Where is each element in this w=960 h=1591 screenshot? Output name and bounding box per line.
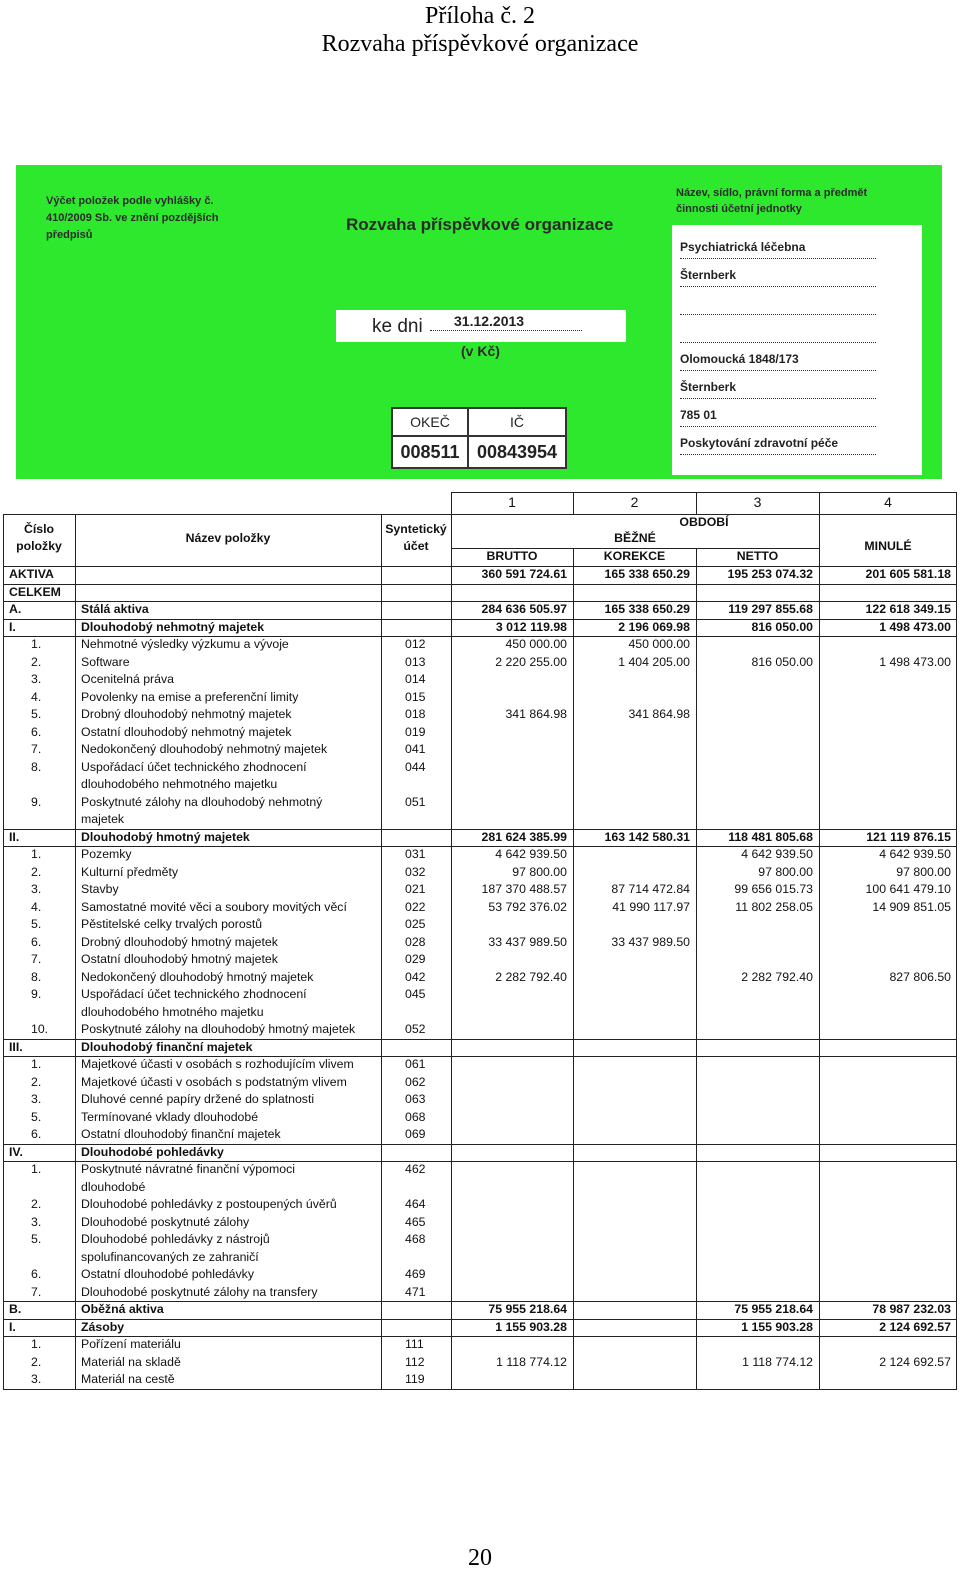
- row-account: 014: [405, 672, 426, 686]
- row-value-minule: 4 642 939.50: [879, 847, 951, 861]
- row-account: 018: [405, 707, 426, 721]
- row-number: 2.: [31, 864, 42, 879]
- okec-label: OKEČ: [393, 409, 469, 437]
- row-number: 5.: [31, 1232, 42, 1246]
- row-number: 10.: [31, 1022, 49, 1036]
- row-name: spolufinancovaných ze zahraničí: [81, 1249, 259, 1264]
- row-number: 1.: [31, 637, 42, 651]
- row-separator: [3, 1144, 957, 1145]
- row-number: 1.: [31, 1057, 42, 1071]
- row-value-netto: 75 955 218.64: [734, 1302, 813, 1316]
- table-border: [573, 548, 574, 1389]
- row-name: Materiál na cestě: [81, 1372, 175, 1386]
- legal-note-line: Výčet položek podle vyhlášky č.: [46, 195, 214, 207]
- row-name: Dlouhodobé poskytnuté zálohy: [81, 1214, 250, 1229]
- entity-info-line: Psychiatrická léčebna: [680, 237, 876, 259]
- row-separator: [3, 584, 957, 585]
- row-value-brutto: 33 437 989.50: [488, 934, 567, 949]
- row-number: B.: [9, 1302, 22, 1316]
- row-value-brutto: 3 012 119.98: [495, 619, 567, 634]
- row-name: Stavby: [81, 882, 119, 896]
- row-value-minule: 1 498 473.00: [879, 654, 951, 669]
- row-name: Kulturní předměty: [81, 864, 179, 879]
- row-number: 3.: [31, 1092, 42, 1106]
- row-name: dlouhodobého nehmotného majetku: [81, 777, 278, 791]
- row-account: 111: [405, 1337, 424, 1351]
- row-number: IV.: [9, 1144, 23, 1159]
- row-name: Samostatné movité věci a soubory movitých věcí: [81, 899, 347, 914]
- column-number: 2: [630, 494, 639, 510]
- row-number: 5.: [31, 917, 42, 931]
- row-number: 8.: [31, 759, 42, 774]
- row-value-korekce: 450 000.00: [628, 637, 690, 651]
- row-value-minule: 78 987 232.03: [872, 1302, 951, 1316]
- page-number: 20: [468, 1545, 492, 1571]
- row-value-brutto: 341 864.98: [505, 707, 567, 721]
- date-dotted-line: [430, 330, 582, 331]
- row-account: 012: [405, 637, 426, 651]
- row-number: 7.: [31, 952, 42, 966]
- column-number: 1: [508, 494, 516, 510]
- row-value-minule: 827 806.50: [889, 969, 951, 984]
- row-name: Pořízení materiálu: [81, 1337, 181, 1351]
- table-border: [819, 514, 820, 1389]
- row-number: 3.: [31, 882, 42, 896]
- row-number: AKTIVA: [9, 567, 54, 581]
- entity-info-line: Šternberk: [680, 265, 876, 287]
- row-account: 112: [405, 1354, 425, 1369]
- row-value-minule: 100 641 479.10: [865, 882, 951, 896]
- row-account: 471: [405, 1284, 426, 1299]
- row-value-netto: 119 297 855.68: [728, 602, 813, 616]
- row-value-brutto: 4 642 939.50: [495, 847, 567, 861]
- row-value-korekce: 165 338 650.29: [604, 602, 690, 616]
- row-name: Drobný dlouhodobý nehmotný majetek: [81, 707, 292, 721]
- header-item-number: položky: [16, 539, 62, 553]
- row-number: II.: [9, 829, 20, 844]
- row-name: Nedokončený dlouhodobý hmotný majetek: [81, 969, 314, 984]
- legal-note-line: 410/2009 Sb. ve znění pozdějších: [46, 212, 219, 224]
- form-title: Rozvaha příspěvkové organizace: [346, 215, 614, 234]
- row-account: 063: [405, 1092, 426, 1106]
- row-name: Materiál na skladě: [81, 1354, 181, 1369]
- row-account: 462: [405, 1162, 426, 1176]
- row-name: Dlouhodobý hmotný majetek: [81, 829, 250, 844]
- row-number: I.: [9, 619, 16, 634]
- row-separator: [3, 601, 957, 602]
- row-name: Drobný dlouhodobý hmotný majetek: [81, 934, 278, 949]
- row-name: Ocenitelná práva: [81, 672, 174, 686]
- row-account: 019: [405, 724, 426, 739]
- row-name: Dlouhodobé pohledávky: [81, 1144, 224, 1159]
- row-value-minule: 2 124 692.57: [879, 1319, 951, 1334]
- row-value-brutto: 2 220 255.00: [495, 654, 567, 669]
- legal-note-line: předpisů: [46, 229, 93, 241]
- row-account: 045: [405, 987, 426, 1001]
- page-title-attachment: Příloha č. 2: [425, 3, 535, 29]
- row-name: Dluhové cenné papíry držené do splatnosti: [81, 1092, 315, 1106]
- identifier-box: [391, 407, 567, 469]
- row-value-brutto: 97 800.00: [512, 864, 567, 879]
- entity-info-line: Olomoucká 1848/173: [680, 349, 876, 371]
- table-border: [451, 492, 957, 493]
- currency-unit: (v Kč): [461, 343, 500, 359]
- row-name: Ostatní dlouhodobý nehmotný majetek: [81, 724, 292, 739]
- page-title: Rozvaha příspěvkové organizace: [321, 31, 639, 57]
- date-label: ke dni: [372, 316, 423, 337]
- row-value-minule: 201 605 581.18: [865, 567, 951, 581]
- row-value-brutto: 450 000.00: [505, 637, 567, 651]
- row-name: dlouhodobého hmotného majetku: [81, 1004, 264, 1019]
- row-name: Pozemky: [81, 847, 132, 861]
- row-number: 6.: [31, 1127, 42, 1141]
- row-number: 4.: [31, 689, 42, 704]
- row-name: Dlouhodobé poskytnuté zálohy na transfery: [81, 1284, 318, 1299]
- row-number: 2.: [31, 1197, 42, 1211]
- row-number: 3.: [31, 1372, 42, 1386]
- row-name: Povolenky na emise a preferenční limity: [81, 689, 299, 704]
- row-account: 468: [405, 1232, 426, 1246]
- table-border: [381, 514, 382, 1389]
- row-name: Uspořádací účet technického zhodnocení: [81, 987, 307, 1001]
- row-value-korekce: 163 142 580.31: [604, 829, 690, 844]
- row-account: 031: [405, 847, 426, 861]
- row-name: Ostatní dlouhodobé pohledávky: [81, 1267, 254, 1281]
- row-value-brutto: 281 624 385.99: [481, 829, 567, 844]
- row-account: 052: [405, 1022, 426, 1036]
- entity-info-line: Poskytování zdravotní péče: [680, 433, 876, 455]
- header-previous: MINULÉ: [864, 539, 912, 553]
- row-number: 6.: [31, 724, 42, 739]
- row-value-brutto: 75 955 218.64: [488, 1302, 567, 1316]
- row-value-brutto: 53 792 376.02: [488, 899, 567, 914]
- table-border: [3, 514, 4, 1389]
- row-value-minule: 2 124 692.57: [879, 1354, 951, 1369]
- row-name: Dlouhodobý nehmotný majetek: [81, 619, 265, 634]
- row-value-brutto: 360 591 724.61: [481, 567, 567, 581]
- row-value-netto: 1 155 903.28: [741, 1319, 813, 1334]
- row-value-netto: 816 050.00: [751, 654, 813, 669]
- row-separator: [3, 1319, 957, 1320]
- row-number: 7.: [31, 1284, 42, 1299]
- row-value-brutto: 2 282 792.40: [495, 969, 567, 984]
- row-name: dlouhodobé: [81, 1179, 146, 1194]
- row-name: Dlouhodobé pohledávky z nástrojů: [81, 1232, 270, 1246]
- row-account: 028: [405, 934, 426, 949]
- row-value-brutto: 1 155 903.28: [495, 1319, 567, 1334]
- entity-info-line: 785 01: [680, 405, 876, 427]
- date-box: [336, 310, 626, 342]
- row-value-korekce: 41 990 117.97: [612, 899, 690, 914]
- row-name: Pěstitelské celky trvalých porostů: [81, 917, 263, 931]
- row-name: majetek: [81, 812, 125, 826]
- row-name: Termínované vklady dlouhodobé: [81, 1109, 259, 1124]
- row-account: 029: [405, 952, 426, 966]
- row-value-netto: 97 800.00: [758, 864, 813, 879]
- row-value-brutto: 284 636 505.97: [481, 602, 567, 616]
- row-number: III.: [9, 1039, 23, 1054]
- row-number: 8.: [31, 969, 42, 984]
- row-value-netto: 816 050.00: [751, 619, 813, 634]
- row-value-netto: 195 253 074.32: [727, 567, 813, 581]
- row-account: 061: [405, 1057, 426, 1071]
- row-number: 9.: [31, 794, 42, 809]
- row-number: 2.: [31, 1074, 42, 1089]
- header-current: BĚŽNÉ: [614, 531, 656, 545]
- header-korekce: KOREKCE: [603, 549, 666, 563]
- row-name: Poskytnuté zálohy na dlouhodobý hmotný majetek: [81, 1022, 356, 1036]
- header-item-name: Název položky: [185, 531, 271, 545]
- header-item-number: Číslo: [23, 522, 55, 536]
- header-account: Syntetický: [385, 522, 447, 536]
- table-border: [3, 1389, 957, 1390]
- row-number: 4.: [31, 899, 42, 914]
- row-separator: [3, 1039, 957, 1040]
- row-number: 3.: [31, 1214, 42, 1229]
- row-name: Oběžná aktiva: [81, 1302, 164, 1316]
- legal-note: [46, 193, 246, 244]
- entity-info-line: [680, 293, 876, 315]
- row-name: Nehmotné výsledky výzkumu a vývoje: [81, 637, 289, 651]
- entity-header-line: činnosti účetní jednotky: [676, 203, 802, 215]
- ic-value: 00843954: [476, 442, 558, 462]
- entity-info-box: [672, 225, 922, 475]
- row-number: 7.: [31, 742, 42, 756]
- row-name: Poskytnuté zálohy na dlouhodobý nehmotný: [81, 794, 323, 809]
- row-number: 3.: [31, 672, 42, 686]
- row-separator: [3, 1301, 957, 1302]
- row-name: Ostatní dlouhodobý finanční majetek: [81, 1127, 281, 1141]
- row-number: 1.: [31, 1162, 42, 1176]
- row-number: 2.: [31, 1354, 42, 1369]
- row-name: Majetkové účasti v osobách s rozhodujícím vlivem: [81, 1057, 354, 1071]
- row-account: 051: [405, 794, 426, 809]
- okec-value: 008511: [393, 437, 469, 467]
- row-name: Poskytnuté návratné finanční výpomoci: [81, 1162, 295, 1176]
- row-name: Stálá aktiva: [81, 602, 149, 616]
- header-brutto: BRUTTO: [486, 549, 538, 563]
- date-value: 31.12.2013: [454, 313, 525, 329]
- row-value-netto: 11 802 258.05: [735, 899, 813, 914]
- row-account: 041: [405, 742, 426, 756]
- row-name: Dlouhodobý finanční majetek: [81, 1039, 253, 1054]
- row-account: 044: [405, 759, 426, 774]
- row-value-korekce: 87 714 472.84: [611, 882, 690, 896]
- row-name: Software: [81, 654, 130, 669]
- row-account: 465: [405, 1214, 426, 1229]
- row-number: CELKEM: [9, 584, 61, 599]
- row-account: 032: [405, 864, 426, 879]
- row-value-korekce: 341 864.98: [628, 707, 690, 721]
- row-value-netto: 4 642 939.50: [741, 847, 813, 861]
- row-number: 5.: [31, 707, 42, 721]
- row-number: I.: [9, 1319, 16, 1334]
- row-value-minule: 1 498 473.00: [879, 619, 951, 634]
- row-number: 5.: [31, 1109, 42, 1124]
- row-account: 068: [405, 1109, 426, 1124]
- row-account: 022: [405, 899, 426, 914]
- row-number: 1.: [31, 847, 42, 861]
- row-name: Majetkové účasti v osobách s podstatným vlivem: [81, 1074, 347, 1089]
- entity-info-line: Šternberk: [680, 377, 876, 399]
- row-value-korekce: 1 404 205.00: [618, 654, 690, 669]
- row-account: 464: [405, 1197, 426, 1211]
- row-number: 9.: [31, 987, 42, 1001]
- row-account: 013: [405, 654, 426, 669]
- entity-header-line: Název, sídlo, právní forma a předmět: [676, 187, 868, 199]
- row-separator: [3, 619, 957, 620]
- row-value-netto: 118 481 805.68: [728, 829, 813, 844]
- row-value-minule: 122 618 349.15: [865, 602, 951, 616]
- row-value-minule: 14 909 851.05: [872, 899, 951, 914]
- table-border: [956, 492, 957, 1389]
- row-number: 2.: [31, 654, 42, 669]
- row-number: 6.: [31, 1267, 42, 1281]
- row-account: 015: [405, 689, 426, 704]
- row-account: 119: [405, 1372, 425, 1386]
- entity-info-line: [680, 321, 876, 343]
- row-separator: [3, 829, 957, 830]
- row-number: 6.: [31, 934, 42, 949]
- table-border: [75, 514, 76, 1389]
- balance-sheet-table: [3, 492, 957, 1400]
- entity-header: [676, 185, 916, 217]
- row-name: Ostatní dlouhodobý hmotný majetek: [81, 952, 278, 966]
- row-name: Uspořádací účet technického zhodnocení: [81, 759, 307, 774]
- row-name: Nedokončený dlouhodobý nehmotný majetek: [81, 742, 328, 756]
- row-value-korekce: 2 196 069.98: [618, 619, 690, 634]
- row-name: Zásoby: [81, 1319, 125, 1334]
- row-account: 021: [405, 882, 426, 896]
- row-account: 025: [405, 917, 426, 931]
- row-value-brutto: 1 118 774.12: [496, 1354, 567, 1369]
- header-netto: NETTO: [736, 549, 779, 563]
- column-number: 4: [884, 494, 892, 510]
- row-value-korekce: 165 338 650.29: [604, 567, 690, 581]
- row-value-minule: 121 119 876.15: [866, 829, 951, 844]
- row-value-netto: 1 118 774.12: [742, 1354, 813, 1369]
- row-number: 1.: [31, 1337, 42, 1351]
- row-account: 469: [405, 1267, 426, 1281]
- row-number: A.: [9, 602, 22, 616]
- column-number: 3: [753, 494, 762, 510]
- row-account: 069: [405, 1127, 426, 1141]
- row-value-minule: 97 800.00: [896, 864, 951, 879]
- row-value-netto: 99 656 015.73: [734, 882, 813, 896]
- row-value-korekce: 33 437 989.50: [611, 934, 690, 949]
- header-account: účet: [403, 539, 429, 553]
- row-name: Dlouhodobé pohledávky z postoupených úvěrů: [81, 1197, 337, 1211]
- ic-label: IČ: [469, 409, 565, 437]
- row-value-brutto: 187 370 488.57: [481, 882, 567, 896]
- row-account: 042: [405, 969, 426, 984]
- table-border: [696, 548, 697, 1389]
- balance-sheet-header-block: [16, 165, 942, 479]
- row-value-netto: 2 282 792.40: [741, 969, 813, 984]
- header-period: OBDOBÍ: [679, 515, 729, 529]
- row-account: 062: [405, 1074, 426, 1089]
